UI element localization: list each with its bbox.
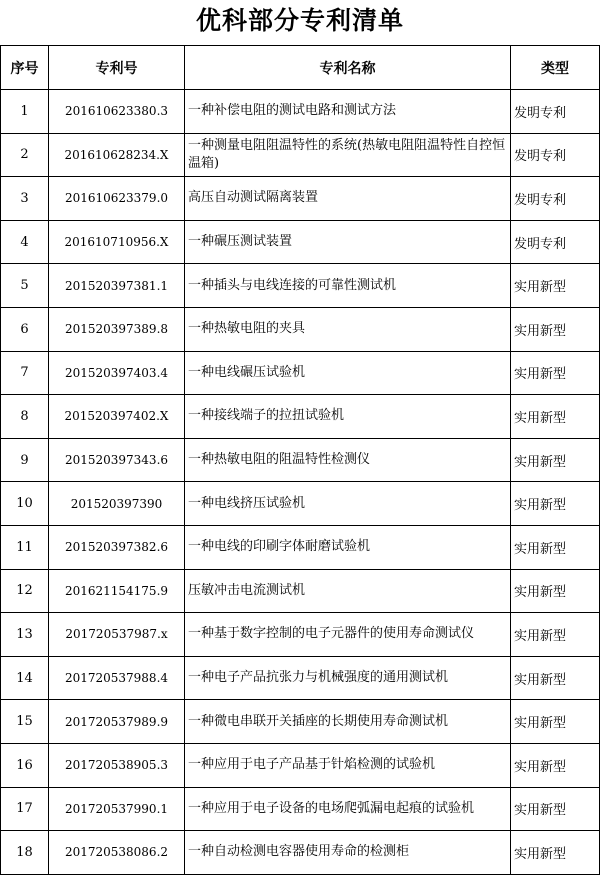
table-row xyxy=(1,613,600,657)
row-patent-no: 201720537988.4 xyxy=(49,656,185,700)
row-patent-no: 201610623379.0 xyxy=(49,177,185,221)
row-type: 实用新型 xyxy=(511,307,600,351)
row-index: 11 xyxy=(1,525,49,569)
row-type: 发明专利 xyxy=(511,220,600,264)
table-row xyxy=(1,133,600,177)
row-patent-name: 一种基于数字控制的电子元器件的使用寿命测试仪 xyxy=(185,613,511,657)
row-type: 实用新型 xyxy=(511,831,600,875)
row-patent-no: 201621154175.9 xyxy=(49,569,185,613)
table-row xyxy=(1,656,600,700)
row-index: 3 xyxy=(1,177,49,221)
table-row xyxy=(1,700,600,744)
table-row xyxy=(1,395,600,439)
row-patent-no: 201720537987.x xyxy=(49,613,185,657)
table-row xyxy=(1,264,600,308)
row-index: 1 xyxy=(1,90,49,134)
row-index: 17 xyxy=(1,787,49,831)
row-index: 18 xyxy=(1,831,49,875)
header-type: 类型 xyxy=(511,46,600,90)
row-patent-no: 201520397403.4 xyxy=(49,351,185,395)
table-header-row xyxy=(1,46,600,90)
row-index: 7 xyxy=(1,351,49,395)
row-index: 4 xyxy=(1,220,49,264)
row-index: 10 xyxy=(1,482,49,526)
row-patent-no: 201520397382.6 xyxy=(49,525,185,569)
row-type: 实用新型 xyxy=(511,569,600,613)
row-patent-no: 201610623380.3 xyxy=(49,90,185,134)
table-row xyxy=(1,525,600,569)
row-patent-no: 201520397343.6 xyxy=(49,438,185,482)
table-row xyxy=(1,438,600,482)
table-row xyxy=(1,569,600,613)
table-row xyxy=(1,351,600,395)
row-patent-name: 一种插头与电线连接的可靠性测试机 xyxy=(185,264,511,308)
row-type: 实用新型 xyxy=(511,656,600,700)
table-row xyxy=(1,787,600,831)
row-type: 发明专利 xyxy=(511,177,600,221)
row-patent-name: 一种应用于电子设备的电场爬弧漏电起痕的试验机 xyxy=(185,787,511,831)
header-patent-name: 专利名称 xyxy=(185,46,511,90)
row-index: 5 xyxy=(1,264,49,308)
row-index: 15 xyxy=(1,700,49,744)
row-patent-name: 一种接线端子的拉扭试验机 xyxy=(185,395,511,439)
row-patent-name: 一种微电串联开关插座的长期使用寿命测试机 xyxy=(185,700,511,744)
row-type: 实用新型 xyxy=(511,482,600,526)
row-patent-name: 一种电线碾压试验机 xyxy=(185,351,511,395)
row-type: 实用新型 xyxy=(511,395,600,439)
row-patent-no: 201520397381.1 xyxy=(49,264,185,308)
row-type: 实用新型 xyxy=(511,787,600,831)
table-row xyxy=(1,482,600,526)
row-patent-no: 201720538905.3 xyxy=(49,743,185,787)
row-type: 实用新型 xyxy=(511,700,600,744)
row-type: 实用新型 xyxy=(511,743,600,787)
table-row xyxy=(1,220,600,264)
row-type: 实用新型 xyxy=(511,613,600,657)
table-row xyxy=(1,177,600,221)
row-patent-name: 一种碾压测试装置 xyxy=(185,220,511,264)
row-type: 实用新型 xyxy=(511,525,600,569)
row-patent-name: 一种应用于电子产品基于针焰检测的试验机 xyxy=(185,743,511,787)
row-index: 16 xyxy=(1,743,49,787)
row-patent-no: 201720537990.1 xyxy=(49,787,185,831)
row-patent-name: 一种补偿电阻的测试电路和测试方法 xyxy=(185,90,511,134)
row-index: 13 xyxy=(1,613,49,657)
row-patent-no: 201720538086.2 xyxy=(49,831,185,875)
row-index: 14 xyxy=(1,656,49,700)
row-type: 发明专利 xyxy=(511,90,600,134)
row-patent-name: 高压自动测试隔离装置 xyxy=(185,177,511,221)
row-type: 实用新型 xyxy=(511,438,600,482)
row-index: 6 xyxy=(1,307,49,351)
row-patent-name: 一种热敏电阻的阻温特性检测仪 xyxy=(185,438,511,482)
row-type: 发明专利 xyxy=(511,133,600,177)
row-index: 8 xyxy=(1,395,49,439)
row-patent-name: 一种自动检测电容器使用寿命的检测柜 xyxy=(185,831,511,875)
row-patent-no: 201520397402.X xyxy=(49,395,185,439)
row-patent-no: 201520397389.8 xyxy=(49,307,185,351)
header-index: 序号 xyxy=(1,46,49,90)
table-row xyxy=(1,307,600,351)
row-patent-name: 一种电线的印刷字体耐磨试验机 xyxy=(185,525,511,569)
patent-table xyxy=(0,45,600,875)
row-patent-name: 一种电子产品抗张力与机械强度的通用测试机 xyxy=(185,656,511,700)
row-patent-no: 201720537989.9 xyxy=(49,700,185,744)
table-row xyxy=(1,831,600,875)
table-row xyxy=(1,90,600,134)
row-patent-no: 201520397390 xyxy=(49,482,185,526)
table-row xyxy=(1,743,600,787)
row-patent-name: 压敏冲击电流测试机 xyxy=(185,569,511,613)
row-patent-no: 201610628234.X xyxy=(49,133,185,177)
row-index: 2 xyxy=(1,133,49,177)
row-patent-name: 一种热敏电阻的夹具 xyxy=(185,307,511,351)
row-index: 12 xyxy=(1,569,49,613)
header-patent-no: 专利号 xyxy=(49,46,185,90)
row-type: 实用新型 xyxy=(511,351,600,395)
row-index: 9 xyxy=(1,438,49,482)
row-type: 实用新型 xyxy=(511,264,600,308)
document-title: 优科部分专利清单 xyxy=(195,6,404,35)
row-patent-name: 一种测量电阻阻温特性的系统(热敏电阻阻温特性自控恒温箱) xyxy=(185,133,511,177)
row-patent-name: 一种电线挤压试验机 xyxy=(185,482,511,526)
row-patent-no: 201610710956.X xyxy=(49,220,185,264)
